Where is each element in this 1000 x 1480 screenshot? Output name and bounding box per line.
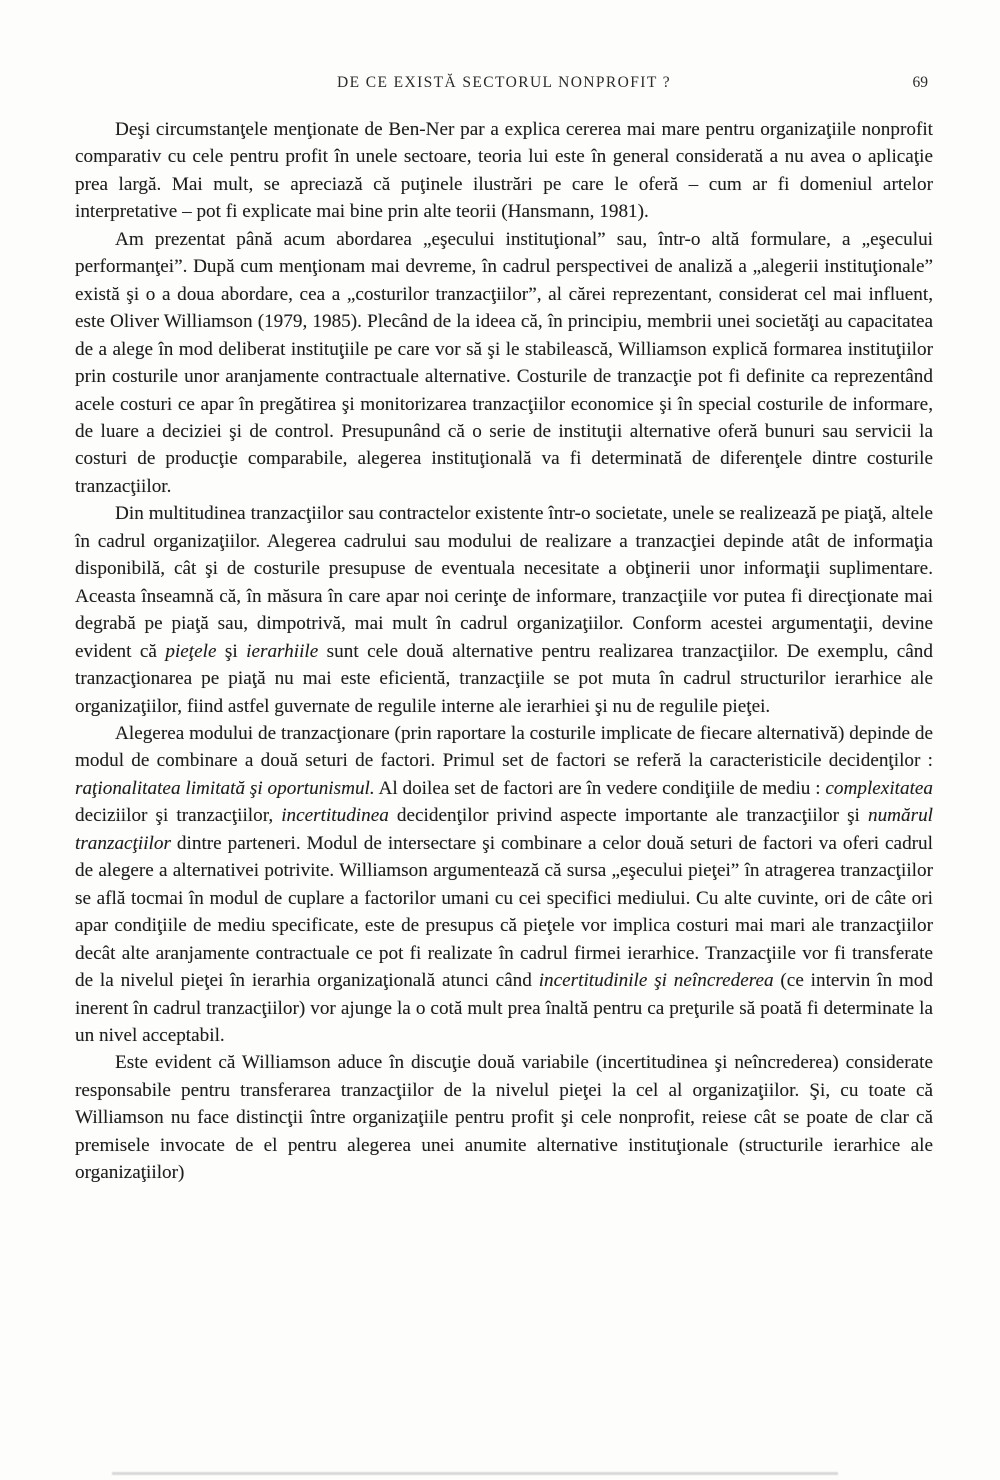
text-run: Este evident că Williamson aduce în discuţie două variabile (incertitudinea şi neîncrederea) considerate responsabile pentru transferarea tranzacţiilor de la nivelul pieţei la cel al organizaţiilor. Şi, cu toate că Williamson nu face distincţii între organizaţiile pentru profit şi cele nonprofit, reiese cât se poate de clar că premisele invocate de el pentru alegerea unei anumite alternative instituţionale (structurile ierarhice ale organizaţiilor) [75,1052,933,1184]
paragraph [75,116,933,226]
text-run: sunt cele două alternative pentru realizarea tranzacţiilor. De exemplu, când tranzacţionarea pe piaţă nu mai este eficientă, tranzacţiile se pot muta în cadrul structurilor ierarhice ale organizaţiilor, fiind astfel guvernate de regulile interne ale ierarhiei şi nu de regulile pieţei. [75,640,933,717]
italic-run: numărul tranzacţiilor [75,805,933,854]
page-number: 69 [912,74,928,91]
text-run: dintre parteneri. Modul de intersectare şi combinare a celor două seturi de factori va oferi cadrul de alegere a alternativei potrivite. Williamson argumentează că sursa „eşecului pieţei” în atragerea tranzacţiilor se află tocmai în modul de cuplare a factorilor umani cu cei specifici mediului. Cu alte cuvinte, ori de câte ori apar condiţiile de mediu specificate, este de presupus că pieţele vor implica costuri mai mari ale tranzacţiilor decât alte aranjamente contractuale ce pot fi realizate în cadrul firmei ierarhice. Tranzacţiile vor fi transferate de la nivelul pieţei în ierarhia organizaţională atunci când [75,832,933,992]
text-run: Am prezentat până acum abordarea „eşecului instituţional” sau, într-o altă formulare, a „eşecului performanţei”. După cum menţionam mai devreme, în cadrul perspectivei de analiză a „alegerii instituţionale” există şi o a doua abordare, cea a „costurilor tranzacţiilor”, al cărei reprezentant, considerat cel mai influent, este Oliver Williamson (1979, 1985). Plecând de la ideea că, în principiu, membrii unei societăţi au capacitatea de a alege în mod deliberat instituţiile pe care vor să şi le stabilească, Williamson explică formarea instituţiilor prin costurile unor aranjamente contractuale alternative. Costurile de tranzacţie pot fi definite ca reprezentând acele costuri ce apar în pregătirea şi monitorizarea tranzacţiilor economice şi în special costurile de informare, de luare a deciziei şi de control. Presupunând că o serie de instituţii alternative oferă bunuri sau servicii la costuri de producţie comparabile, alegerea instituţională va fi determinată de diferenţele dintre costurile tranzacţiilor. [75,228,933,497]
italic-run: raţionalitatea limitată şi oportunismul. [75,777,375,799]
scan-artifact-line [112,1472,838,1475]
italic-run: incertitudinea [281,805,389,827]
paragraph [75,720,933,1049]
paragraph [75,226,933,501]
paragraph [75,1049,933,1186]
running-header-title: DE CE EXISTĂ SECTORUL NONPROFIT ? [337,74,671,91]
page-body [75,116,933,1187]
text-run: şi [216,640,247,662]
text-run: (ce intervin în mod inerent în cadrul tranzacţiilor) vor ajunge la o cotă mult prea înaltă pentru ca preţurile să poată fi determinate la un nivel acceptabil. [75,970,933,1046]
italic-run: complexitatea [825,777,934,799]
italic-run: ierarhiile [246,640,319,662]
paragraph [75,500,933,720]
text-run: Al doilea set de factori are în vedere condiţiile de mediu : [374,777,826,799]
text-run: decidenţilor privind aspecte importante ale tranzacţiilor şi [388,805,868,827]
italic-run: incertitudinile şi neîncrederea [538,970,774,992]
text-run: Din multitudinea tranzacţiilor sau contractelor existente într-o societate, unele se realizează pe piaţă, altele în cadrul organizaţiilor. Alegerea cadrului sau modului de realizare a tranzacţiei depinde atât de informaţia disponibilă, cât şi de costurile presupuse de eventuala necesitate a obţinerii unor informaţii suplimentare. Aceasta înseamnă că, în măsura în care apar noi cerinţe de informare, tranzacţiile vor putea fi direcţionate mai degrabă pe piaţă sau, dimpotrivă, mai mult în cadrul organizaţiilor. Conform acestei argumentaţii, devine evident că [75,503,933,662]
text-run: Deşi circumstanţele menţionate de Ben-Ner par a explica cererea mai mare pentru organizaţiile nonprofit comparativ cu cele pentru profit în unele sectoare, teoria lui este în general considerată a nu avea o aplicaţie prea largă. Mai mult, se apreciază că puţinele ilustrări pe care le oferă – cum ar fi domeniul artelor interpretative – pot fi explicate mai bine prin alte teorii (Hansmann, 1981). [75,119,933,223]
text-run: Alegerea modului de tranzacţionare (prin raportare la costurile implicate de fiecare alternativă) depinde de modul de combinare a două seturi de factori. Primul set de factori se referă la caracteristicile decidenţilor : [75,722,933,772]
text-run: deciziilor şi tranzacţiilor, [75,805,282,827]
italic-run: pieţele [165,640,217,662]
